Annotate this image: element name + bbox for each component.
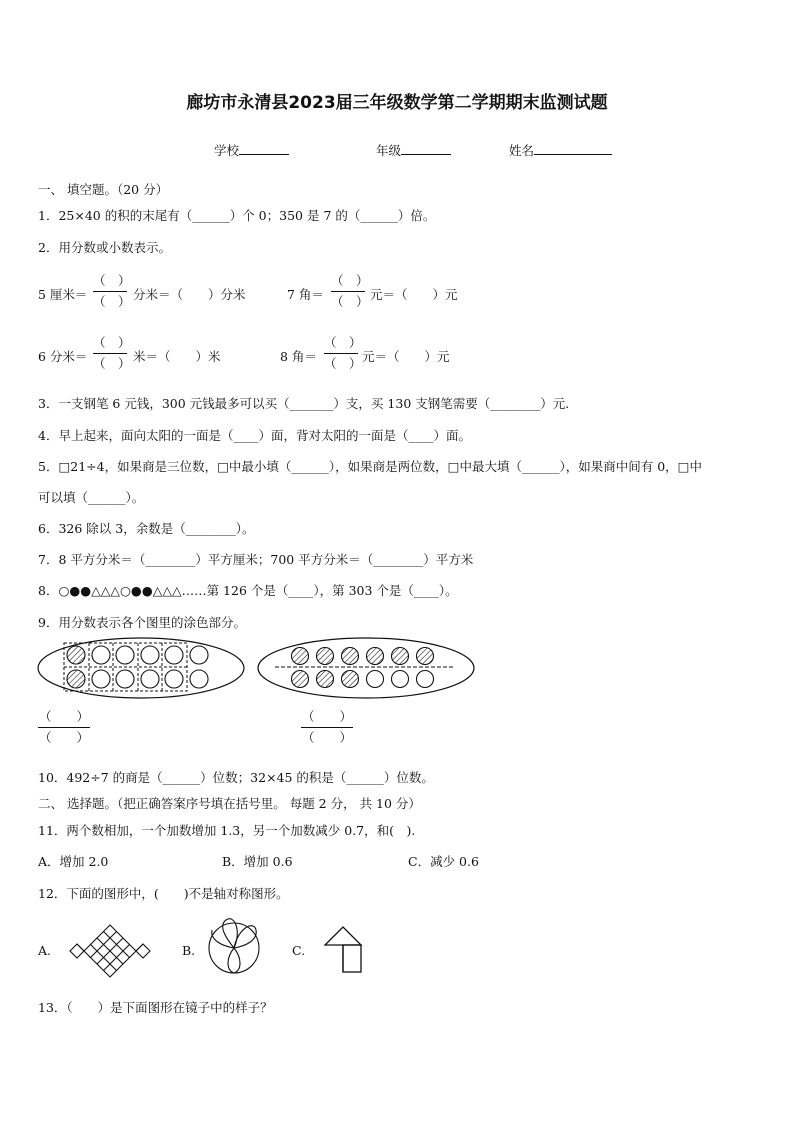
fraction-denominator: （ ） (324, 356, 362, 371)
petal-circle-figure (209, 919, 259, 973)
fraction-numerator: （ ） (93, 273, 131, 288)
fraction-denominator: （ ） (38, 730, 89, 745)
page-title: 廊坊市永清县2023届三年级数学第二学期期末监测试题 (186, 93, 608, 113)
q11-option-a: A．增加 2.0 (38, 854, 109, 869)
question-2: 2．用分数或小数表示。 (38, 240, 171, 255)
q2-row2b-right: 元＝（ ）元 (362, 349, 450, 364)
fraction-numerator: （ ） (324, 335, 362, 350)
school-label: 学校 (214, 143, 240, 158)
fraction-denominator: （ ） (93, 356, 131, 371)
fraction-numerator: （ ） (301, 709, 352, 724)
knot-figure (70, 925, 150, 977)
fraction-denominator: （ ） (93, 294, 131, 309)
question-12: 12．下面的图形中，( )不是轴对称图形。 (38, 886, 289, 901)
q2-row2b-left: 8 角＝ (280, 349, 317, 364)
fraction-numerator: （ ） (38, 709, 89, 724)
q2-row1a-right: 分米＝（ ）分米 (133, 287, 246, 302)
fraction-denominator: （ ） (331, 294, 369, 309)
question-6: 6．326 除以 3，余数是（________）。 (38, 521, 255, 536)
q2-row2a-right: 米＝（ ）米 (133, 349, 221, 364)
question-1: 1．25×40 的积的末尾有（______）个 0；350 是 7 的（______）倍。 (38, 208, 436, 223)
q12-option-a-label: A. (38, 943, 52, 958)
arrow-figure (325, 927, 361, 972)
q11-option-b: B．增加 0.6 (222, 854, 293, 869)
question-7: 7．8 平方分米＝（________）平方厘米；700 平方分米＝（________）平方米 (38, 552, 474, 567)
question-5-line2: 可以填（______）。 (38, 490, 145, 505)
q2-row2a-left: 6 分米＝ (38, 349, 88, 364)
grade-label: 年级 (376, 143, 402, 158)
fraction-numerator: （ ） (331, 273, 369, 288)
question-8: 8．○●●△△△○●●△△△……第 126 个是（____），第 303 个是（____）。 (38, 583, 458, 598)
fraction-denominator: （ ） (301, 730, 352, 745)
question-10: 10．492÷7 的商是（______）位数；32×45 的积是（______）位数。 (38, 770, 434, 785)
question-13: 13．（ ）是下面图形在镜子中的样子？ (38, 1000, 273, 1015)
fraction-numerator: （ ） (93, 335, 131, 350)
question-3: 3．一支钢笔 6 元钱，300 元钱最多可以买（_______）支，买 130 支钢笔需要（________）元. (38, 396, 570, 411)
q12-option-c-label: C. (292, 943, 306, 958)
question-11: 11．两个数相加，一个加数增加 1.3，另一个加数减少 0.7，和( ). (38, 823, 416, 838)
section2-heading: 二、 选择题。（把正确答案序号填在括号里。 每题 2 分， 共 10 分） (38, 796, 421, 811)
question-9: 9．用分数表示各个图里的涂色部分。 (38, 615, 246, 630)
q12-option-b-label: B. (182, 943, 196, 958)
name-label: 姓名 (509, 143, 535, 158)
question-5-line1: 5．□21÷4，如果商是三位数，□中最小填（______），如果商是两位数，□中最大填（______），如果商中间有 0，□中 (38, 459, 702, 474)
q11-option-c: C．减少 0.6 (408, 854, 479, 869)
q2-row1b-left: 7 角＝ (287, 287, 324, 302)
question-4: 4．早上起来，面向太阳的一面是（____）面，背对太阳的一面是（____）面。 (38, 428, 471, 443)
q2-row1a-left: 5 厘米＝ (38, 287, 88, 302)
section1-heading: 一、 填空题。（20 分） (38, 182, 169, 197)
q2-row1b-right: 元＝（ ）元 (370, 287, 458, 302)
